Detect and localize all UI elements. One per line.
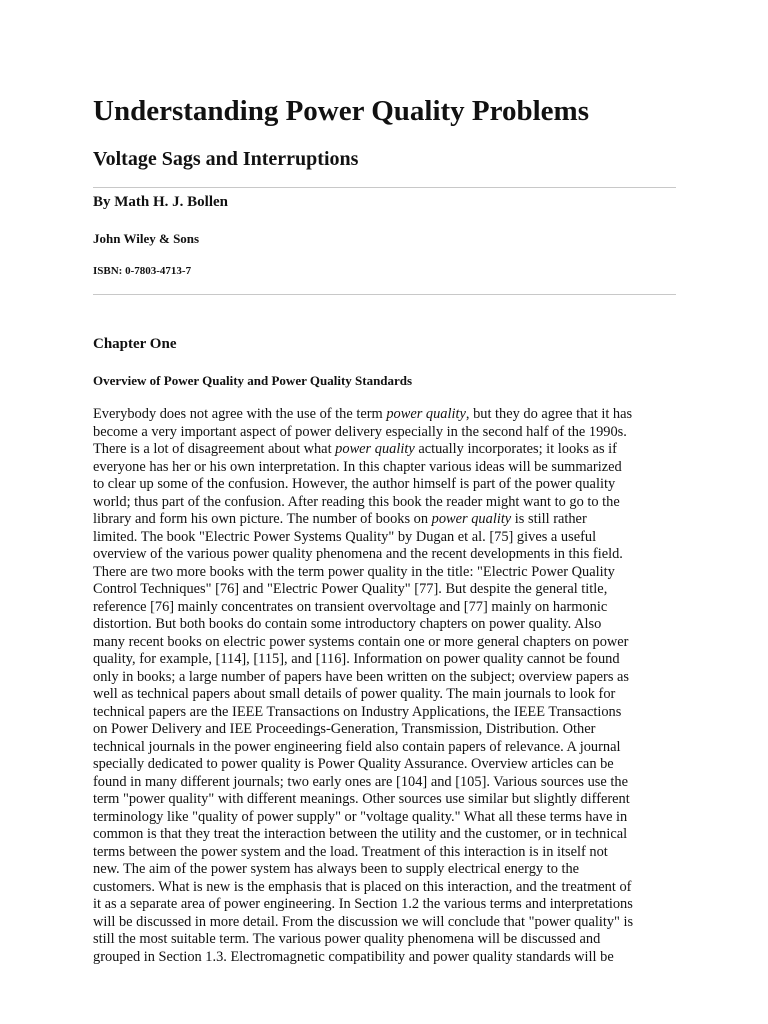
text-run: terminology like "quality of power supply" or "voltage quality." What all these terms have in [93, 808, 628, 825]
text-run: technical papers are the IEEE Transactions on Industry Applications, the IEEE Transactions [93, 703, 622, 720]
text-run: terms between the power system and the load. Treatment of this interaction is in itself not [93, 843, 608, 860]
text-run: common is that they treat the interaction between the utility and the customer, or in technical [93, 826, 628, 842]
text-run: , but they do agree that it has [465, 406, 633, 422]
italic-term: power quality [386, 406, 466, 422]
body-line [93, 809, 693, 827]
body-line [93, 914, 693, 932]
body-line [93, 721, 693, 739]
body-line [93, 686, 693, 704]
text-run: on Power Delivery and IEE Proceedings-Generation, Transmission, Distribution. Other [93, 721, 596, 737]
text-run: Control Techniques" [76] and "Electric Power Quality" [77]. But despite the general title, [93, 581, 608, 597]
body-line [93, 651, 693, 669]
body-line [93, 476, 693, 494]
body-line [93, 511, 693, 529]
text-run: is still rather [511, 511, 587, 527]
body-line [93, 896, 693, 914]
text-run: many recent books on electric power systems contain one or more general chapters on power [93, 633, 629, 650]
body-line [93, 599, 693, 617]
text-run: term "power quality" with different meanings. Other sources use similar but slightly different [93, 791, 630, 807]
text-run: still the most suitable term. The various power quality phenomena will be discussed and [93, 931, 601, 947]
body-line [93, 704, 693, 722]
text-run: overview of the various power quality phenomena and the recent developments in this field. [93, 546, 623, 562]
italic-term: power quality [431, 511, 512, 527]
author-line: By Math H. J. Bollen [93, 194, 229, 210]
text-run: actually incorporates; it looks as if [414, 441, 617, 457]
text-run: distortion. But both books do contain some introductory chapters on power quality. Also [93, 616, 602, 632]
book-title: Understanding Power Quality Problems [93, 95, 589, 127]
text-run: reference [76] mainly concentrates on transient overvoltage and [77] mainly on harmonic [93, 598, 608, 615]
text-run: quality, for example, [114], [115], and [116]. Information on power quality cannot be found [93, 651, 620, 667]
text-run: it as a separate area of power engineering. In Section 1.2 the various terms and interpretations [93, 896, 633, 912]
body-line [93, 581, 693, 599]
text-run: technical journals in the power engineering field also contain papers of relevance. A journal [93, 738, 621, 755]
text-run: grouped in Section 1.3. Electromagnetic compatibility and power quality standards will be [93, 948, 614, 965]
text-run: limited. The book "Electric Power Systems Quality" by Dugan et al. [75] gives a useful [93, 528, 597, 545]
body-line [93, 459, 693, 477]
body-line [93, 949, 693, 967]
text-run: world; thus part of the confusion. After reading this book the reader might want to go to the [93, 493, 620, 510]
text-run: Everybody does not agree with the use of the term [93, 406, 387, 422]
body-line [93, 529, 693, 547]
text-run: everyone has her or his own interpretation. In this chapter various ideas will be summarized [93, 458, 622, 475]
chapter-heading: Chapter One [93, 336, 177, 352]
body-line [93, 424, 693, 442]
body-line [93, 564, 693, 582]
body-line [93, 931, 693, 949]
book-subtitle: Voltage Sags and Interruptions [93, 148, 359, 170]
body-line [93, 546, 693, 564]
text-run: well as technical papers about small details of power quality. The main journals to look for [93, 686, 616, 702]
body-line [93, 616, 693, 634]
body-line [93, 406, 693, 424]
text-run: only in books; a large number of papers have been written on the subject; overview papers as [93, 668, 630, 685]
body-paragraph [93, 406, 693, 966]
body-line [93, 441, 693, 459]
text-run: specially dedicated to power quality is Power Quality Assurance. Overview articles can be [93, 756, 614, 772]
body-line [93, 634, 693, 652]
text-run: There is a lot of disagreement about what [93, 441, 336, 457]
section-heading: Overview of Power Quality and Power Quality Standards [93, 373, 413, 388]
text-run: to clear up some of the confusion. However, the author himself is part of the power quality [93, 476, 616, 492]
body-line [93, 879, 693, 897]
body-line [93, 756, 693, 774]
publisher-line: John Wiley & Sons [93, 231, 200, 246]
italic-term: power quality [335, 441, 415, 457]
isbn-line: ISBN: 0-7803-4713-7 [93, 265, 192, 277]
text-run: There are two more books with the term power quality in the title: "Electric Power Quality [93, 563, 615, 580]
text-run: new. The aim of the power system has always been to supply electrical energy to the [93, 861, 580, 877]
body-line [93, 826, 693, 844]
text-run: found in many different journals; two early ones are [104] and [105]. Various sources use the [93, 773, 628, 790]
body-line [93, 861, 693, 879]
body-line [93, 791, 693, 809]
body-line [93, 739, 693, 757]
text-run: become a very important aspect of power delivery especially in the second half of the 1990s. [93, 423, 627, 440]
text-run: customers. What is new is the emphasis that is placed on this interaction, and the treatment of [93, 878, 632, 895]
divider-bottom [93, 294, 676, 295]
body-line [93, 669, 693, 687]
body-line [93, 774, 693, 792]
text-run: will be discussed in more detail. From the discussion we will conclude that "power quality" is [93, 913, 634, 930]
text-run: library and form his own picture. The number of books on [93, 511, 432, 527]
body-line [93, 844, 693, 862]
divider-top [93, 187, 676, 188]
body-line [93, 494, 693, 512]
